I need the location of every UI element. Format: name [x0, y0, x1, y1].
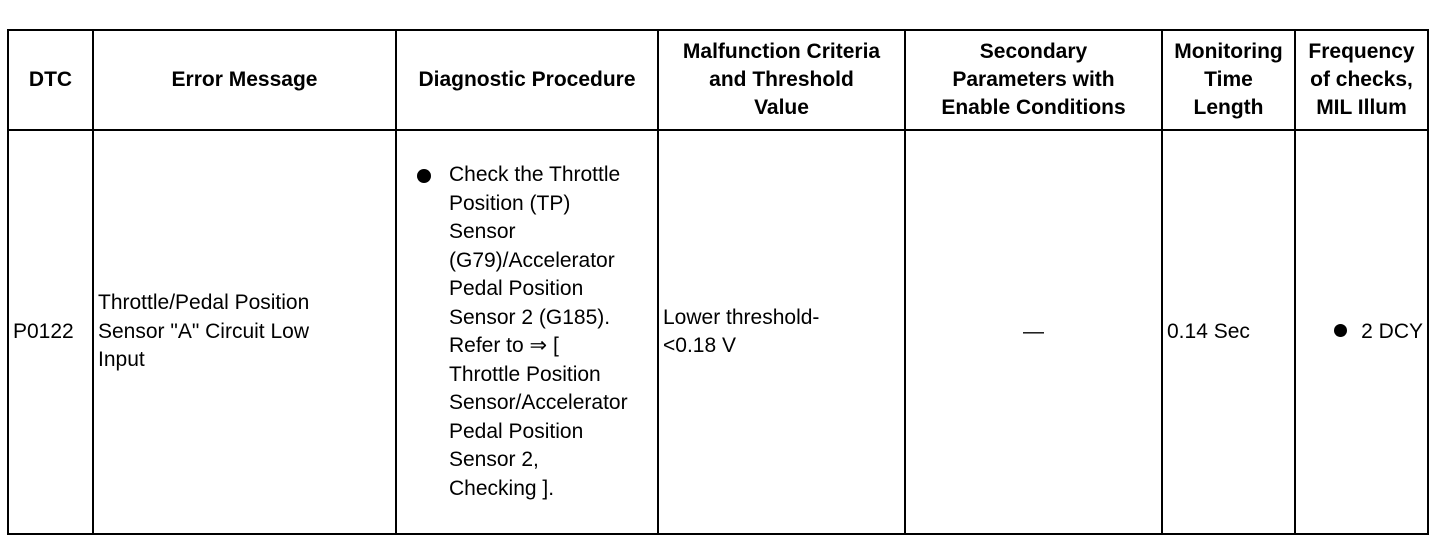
- header-frequency: Frequency of checks, MIL Illum: [1295, 30, 1428, 130]
- table-row: [8, 130, 1428, 534]
- cell-diagnostic-procedure: [396, 130, 658, 534]
- header-error-message: Error Message: [93, 30, 396, 130]
- header-malfunction-criteria: Malfunction Criteria and Threshold Value: [658, 30, 905, 130]
- frequency-text: 2 DCY: [1361, 319, 1423, 343]
- cell-secondary-parameters: —: [905, 130, 1162, 534]
- header-diagnostic-procedure: Diagnostic Procedure: [396, 30, 658, 130]
- cell-error-message: Throttle/Pedal Position Sensor "A" Circuit Low Input: [93, 130, 396, 534]
- procedure-text: Check the Throttle Position (TP) Sensor (G79)/Accelerator Pedal Position Sensor 2 (G185). Refer to ⇒ [ Throttle Position Sensor/Accelerator Pedal Position Sensor 2, Checking ].: [449, 163, 628, 500]
- cell-malfunction-criteria: Lower threshold- <0.18 V: [658, 130, 905, 534]
- header-monitoring-time: Monitoring Time Length: [1162, 30, 1295, 130]
- cell-dtc: P0122: [8, 130, 93, 534]
- bullet-icon: [417, 169, 431, 183]
- cell-monitoring-time: 0.14 Sec: [1162, 130, 1295, 534]
- bullet-icon: [1334, 324, 1347, 337]
- procedure-bullet-item: [401, 161, 653, 503]
- dtc-table: [7, 29, 1429, 535]
- header-dtc: DTC: [8, 30, 93, 130]
- header-secondary-parameters: Secondary Parameters with Enable Conditions: [905, 30, 1162, 130]
- table-header-row: [8, 30, 1428, 130]
- cell-frequency: [1295, 130, 1428, 534]
